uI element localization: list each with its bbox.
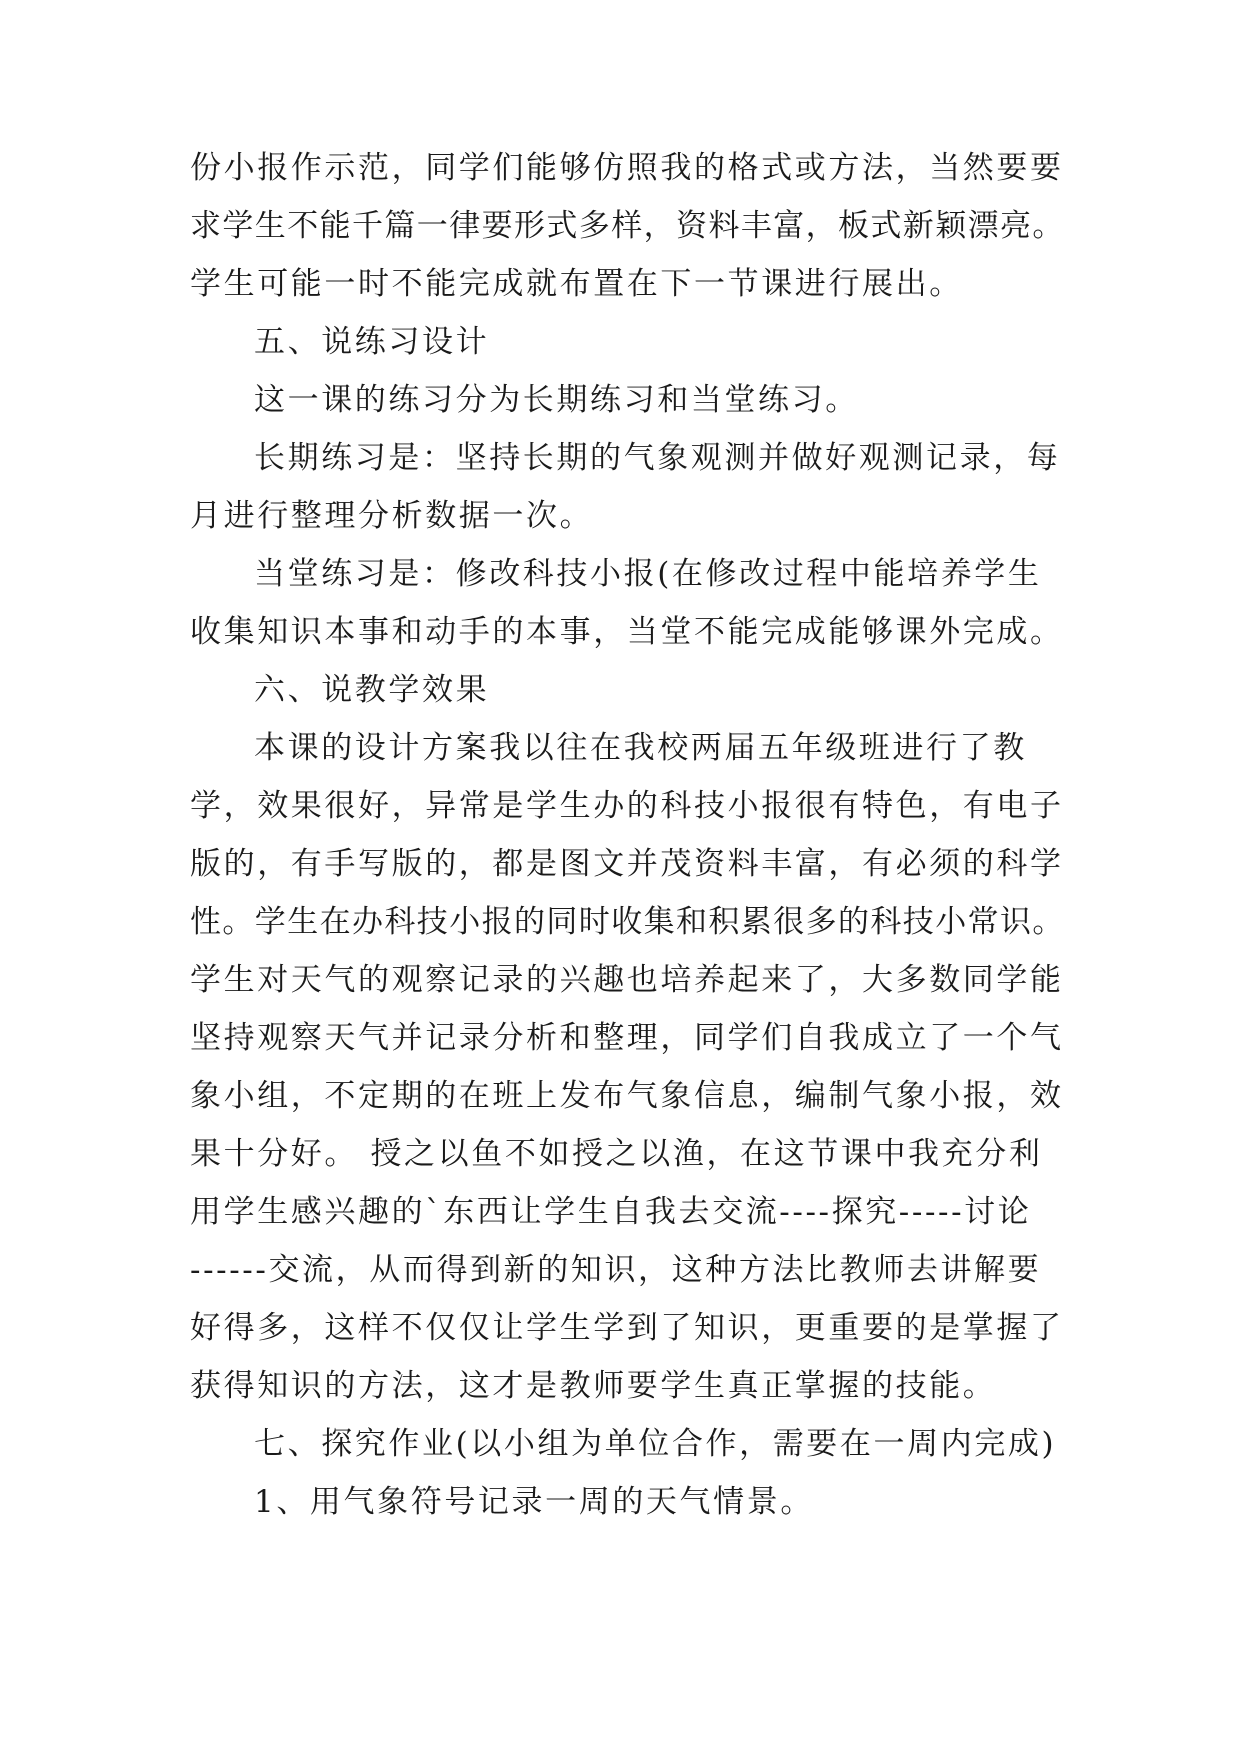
text-line: 好得多，这样不仅仅让学生学到了知识，更重要的是掌握了 [190, 1310, 1064, 1346]
text-line: 月进行整理分析数据一次。 [190, 498, 594, 534]
text-line: 果十分好。 授之以鱼不如授之以渔，在这节课中我充分利 [190, 1136, 1043, 1172]
text-line: 象小组，不定期的在班上发布气象信息，编制气象小报，效 [190, 1078, 1064, 1114]
section-heading: 五、说练习设计 [254, 324, 490, 360]
text-line: 坚持观察天气并记录分析和整理，同学们自我成立了一个气 [190, 1020, 1064, 1056]
text-line: 学生可能一时不能完成就布置在下一节课进行展出。 [190, 266, 963, 302]
text-line: 用学生感兴趣的`东西让学生自我去交流----探究-----讨论 [190, 1194, 1032, 1230]
text-line: 获得知识的方法，这才是教师要学生真正掌握的技能。 [190, 1368, 997, 1404]
text-line: 求学生不能千篇一律要形式多样，资料丰富，板式新颖漂亮。 [190, 208, 1065, 244]
text-line: 版的，有手写版的，都是图文并茂资料丰富，有必须的科学 [190, 846, 1064, 882]
section-heading: 六、说教学效果 [254, 672, 490, 708]
text-line: 当堂练习是：修改科技小报(在修改过程中能培养学生 [254, 556, 1042, 592]
text-line: 这一课的练习分为长期练习和当堂练习。 [254, 382, 859, 418]
text-line: 1、用气象符号记录一周的天气情景。 [254, 1484, 814, 1520]
text-line: 学生对天气的观察记录的兴趣也培养起来了，大多数同学能 [190, 962, 1064, 998]
text-line: 本课的设计方案我以往在我校两届五年级班进行了教 [254, 730, 1027, 766]
text-line: 长期练习是：坚持长期的气象观测并做好观测记录，每 [254, 440, 1061, 476]
text-line: 份小报作示范，同学们能够仿照我的格式或方法，当然要要 [190, 150, 1064, 186]
text-line: ------交流，从而得到新的知识，这种方法比教师去讲解要 [190, 1252, 1042, 1288]
section-heading: 七、探究作业(以小组为单位合作，需要在一周内完成) [254, 1426, 1057, 1462]
text-line: 收集知识本事和动手的本事，当堂不能完成能够课外完成。 [190, 614, 1064, 650]
text-line: 性。学生在办科技小报的同时收集和积累很多的科技小常识。 [190, 904, 1065, 940]
text-line: 学，效果很好，异常是学生办的科技小报很有特色，有电子 [190, 788, 1064, 824]
